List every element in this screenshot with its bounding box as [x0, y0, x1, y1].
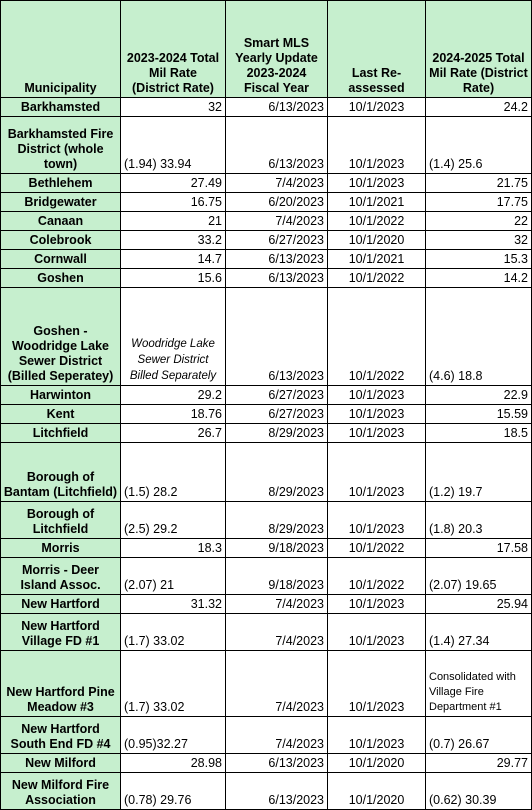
- rate-2024-cell: 17.75: [426, 193, 532, 212]
- table-row: [1, 502, 532, 539]
- rate-2023-note-cell: Woodridge Lake Sewer District Billed Separately: [121, 288, 226, 386]
- table-row: [1, 595, 532, 614]
- rate-2024-cell: 32: [426, 231, 532, 250]
- header-rate-2024: 2024-2025 Total Mil Rate (District Rate): [426, 1, 532, 98]
- smart-mls-cell: 6/13/2023: [226, 98, 328, 117]
- smart-mls-cell: 6/27/2023: [226, 231, 328, 250]
- last-reassessed-cell: 10/1/2023: [328, 98, 426, 117]
- smart-mls-cell: 7/4/2023: [226, 717, 328, 754]
- smart-mls-cell: 9/18/2023: [226, 539, 328, 558]
- last-reassessed-cell: 10/1/2023: [328, 502, 426, 539]
- table-row: [1, 424, 532, 443]
- rate-2023-cell: (0.95)32.27: [121, 717, 226, 754]
- rate-2024-cell: (1.2) 19.7: [426, 443, 532, 502]
- rate-2023-cell: (1.94) 33.94: [121, 117, 226, 174]
- last-reassessed-cell: 10/1/2023: [328, 174, 426, 193]
- municipality-cell: New Milford Fire Association: [1, 773, 121, 810]
- municipality-cell: Kent: [1, 405, 121, 424]
- last-reassessed-cell: 10/1/2023: [328, 405, 426, 424]
- table-row: [1, 558, 532, 595]
- rate-2024-cell: 22: [426, 212, 532, 231]
- last-reassessed-cell: 10/1/2023: [328, 651, 426, 717]
- smart-mls-cell: 6/27/2023: [226, 386, 328, 405]
- table-row: [1, 117, 532, 174]
- rate-2023-cell: 16.75: [121, 193, 226, 212]
- rate-2023-cell: 28.98: [121, 754, 226, 773]
- rate-2024-cell: 24.2: [426, 98, 532, 117]
- rate-2023-cell: 31.32: [121, 595, 226, 614]
- table-row: [1, 269, 532, 288]
- municipality-cell: New Milford: [1, 754, 121, 773]
- rate-2024-cell: 17.58: [426, 539, 532, 558]
- table-row: [1, 539, 532, 558]
- table-row: [1, 717, 532, 754]
- municipality-cell: New Hartford: [1, 595, 121, 614]
- rate-2024-cell: 29.77: [426, 754, 532, 773]
- rate-2023-cell: 14.7: [121, 250, 226, 269]
- rate-2024-cell: 15.59: [426, 405, 532, 424]
- municipality-cell: Goshen - Woodridge Lake Sewer District (Billed Seperatey): [1, 288, 121, 386]
- last-reassessed-cell: 10/1/2022: [328, 288, 426, 386]
- municipality-cell: Cornwall: [1, 250, 121, 269]
- last-reassessed-cell: 10/1/2021: [328, 193, 426, 212]
- municipality-cell: Goshen: [1, 269, 121, 288]
- smart-mls-cell: 6/20/2023: [226, 193, 328, 212]
- table-row: [1, 250, 532, 269]
- table-row: [1, 773, 532, 810]
- smart-mls-cell: 7/4/2023: [226, 595, 328, 614]
- smart-mls-cell: 6/13/2023: [226, 773, 328, 810]
- rate-2023-cell: (2.07) 21: [121, 558, 226, 595]
- rate-2023-cell: (1.7) 33.02: [121, 651, 226, 717]
- rate-2024-cell: 21.75: [426, 174, 532, 193]
- rate-2023-cell: (1.5) 28.2: [121, 443, 226, 502]
- municipality-cell: Bethlehem: [1, 174, 121, 193]
- last-reassessed-cell: 10/1/2020: [328, 231, 426, 250]
- smart-mls-cell: 8/29/2023: [226, 502, 328, 539]
- smart-mls-cell: 7/4/2023: [226, 174, 328, 193]
- last-reassessed-cell: 10/1/2023: [328, 595, 426, 614]
- municipality-cell: Canaan: [1, 212, 121, 231]
- rate-2023-cell: 33.2: [121, 231, 226, 250]
- header-rate-2023: 2023-2024 Total Mil Rate (District Rate): [121, 1, 226, 98]
- table-row: [1, 231, 532, 250]
- municipality-cell: Morris: [1, 539, 121, 558]
- rate-2024-cell: (1.4) 25.6: [426, 117, 532, 174]
- rate-2023-cell: 21: [121, 212, 226, 231]
- table-row: [1, 754, 532, 773]
- last-reassessed-cell: 10/1/2022: [328, 539, 426, 558]
- rate-2024-cell: (2.07) 19.65: [426, 558, 532, 595]
- smart-mls-cell: 6/27/2023: [226, 405, 328, 424]
- last-reassessed-cell: 10/1/2023: [328, 443, 426, 502]
- rate-2024-note-cell: Consolidated with Village Fire Department #1: [426, 651, 532, 717]
- rate-2024-cell: 22.9: [426, 386, 532, 405]
- header-smart-mls: Smart MLS Yearly Update 2023-2024 Fiscal Year: [226, 1, 328, 98]
- smart-mls-cell: 7/4/2023: [226, 212, 328, 231]
- last-reassessed-cell: 10/1/2020: [328, 754, 426, 773]
- rate-2023-cell: 26.7: [121, 424, 226, 443]
- table-row: [1, 651, 532, 717]
- rate-2024-cell: (0.62) 30.39: [426, 773, 532, 810]
- table-row: [1, 614, 532, 651]
- municipality-cell: Colebrook: [1, 231, 121, 250]
- rate-2024-cell: (1.4) 27.34: [426, 614, 532, 651]
- header-row: [1, 1, 532, 98]
- last-reassessed-cell: 10/1/2023: [328, 424, 426, 443]
- header-municipality: Municipality: [1, 1, 121, 98]
- table-row: [1, 212, 532, 231]
- smart-mls-cell: 6/13/2023: [226, 269, 328, 288]
- smart-mls-cell: 8/29/2023: [226, 443, 328, 502]
- rate-2024-cell: 14.2: [426, 269, 532, 288]
- rate-2023-cell: 27.49: [121, 174, 226, 193]
- table-row: [1, 174, 532, 193]
- table-row: [1, 405, 532, 424]
- last-reassessed-cell: 10/1/2022: [328, 269, 426, 288]
- table-row: [1, 443, 532, 502]
- header-last-reassessed: Last Re-assessed: [328, 1, 426, 98]
- rate-2024-cell: (1.8) 20.3: [426, 502, 532, 539]
- rate-2023-cell: 18.3: [121, 539, 226, 558]
- rate-2024-cell: 15.3: [426, 250, 532, 269]
- municipality-cell: Barkhamsted Fire District (whole town): [1, 117, 121, 174]
- smart-mls-cell: 9/18/2023: [226, 558, 328, 595]
- rate-2023-cell: 18.76: [121, 405, 226, 424]
- rate-2023-cell: 29.2: [121, 386, 226, 405]
- smart-mls-cell: 6/13/2023: [226, 250, 328, 269]
- rate-2024-cell: 25.94: [426, 595, 532, 614]
- rate-2023-cell: (2.5) 29.2: [121, 502, 226, 539]
- last-reassessed-cell: 10/1/2021: [328, 250, 426, 269]
- municipality-cell: New Hartford South End FD #4: [1, 717, 121, 754]
- rate-2024-cell: (0.7) 26.67: [426, 717, 532, 754]
- municipality-cell: New Hartford Village FD #1: [1, 614, 121, 651]
- smart-mls-cell: 8/29/2023: [226, 424, 328, 443]
- table-row: [1, 98, 532, 117]
- municipality-cell: New Hartford Pine Meadow #3: [1, 651, 121, 717]
- last-reassessed-cell: 10/1/2023: [328, 386, 426, 405]
- last-reassessed-cell: 10/1/2020: [328, 773, 426, 810]
- rate-2024-cell: (4.6) 18.8: [426, 288, 532, 386]
- rate-2023-cell: (0.78) 29.76: [121, 773, 226, 810]
- municipality-cell: Litchfield: [1, 424, 121, 443]
- table-row: [1, 386, 532, 405]
- last-reassessed-cell: 10/1/2022: [328, 558, 426, 595]
- smart-mls-cell: 6/13/2023: [226, 288, 328, 386]
- municipality-cell: Morris - Deer Island Assoc.: [1, 558, 121, 595]
- rate-2023-cell: (1.7) 33.02: [121, 614, 226, 651]
- smart-mls-cell: 7/4/2023: [226, 614, 328, 651]
- municipality-cell: Harwinton: [1, 386, 121, 405]
- last-reassessed-cell: 10/1/2023: [328, 117, 426, 174]
- smart-mls-cell: 6/13/2023: [226, 754, 328, 773]
- rate-2024-cell: 18.5: [426, 424, 532, 443]
- table-row: [1, 288, 532, 386]
- municipality-cell: Borough of Litchfield: [1, 502, 121, 539]
- smart-mls-cell: 6/13/2023: [226, 117, 328, 174]
- municipality-cell: Borough of Bantam (Litchfield): [1, 443, 121, 502]
- last-reassessed-cell: 10/1/2023: [328, 614, 426, 651]
- table-row: [1, 193, 532, 212]
- municipality-cell: Bridgewater: [1, 193, 121, 212]
- last-reassessed-cell: 10/1/2022: [328, 212, 426, 231]
- rate-2023-cell: 32: [121, 98, 226, 117]
- municipality-cell: Barkhamsted: [1, 98, 121, 117]
- smart-mls-cell: 7/4/2023: [226, 651, 328, 717]
- last-reassessed-cell: 10/1/2023: [328, 717, 426, 754]
- rate-2023-cell: 15.6: [121, 269, 226, 288]
